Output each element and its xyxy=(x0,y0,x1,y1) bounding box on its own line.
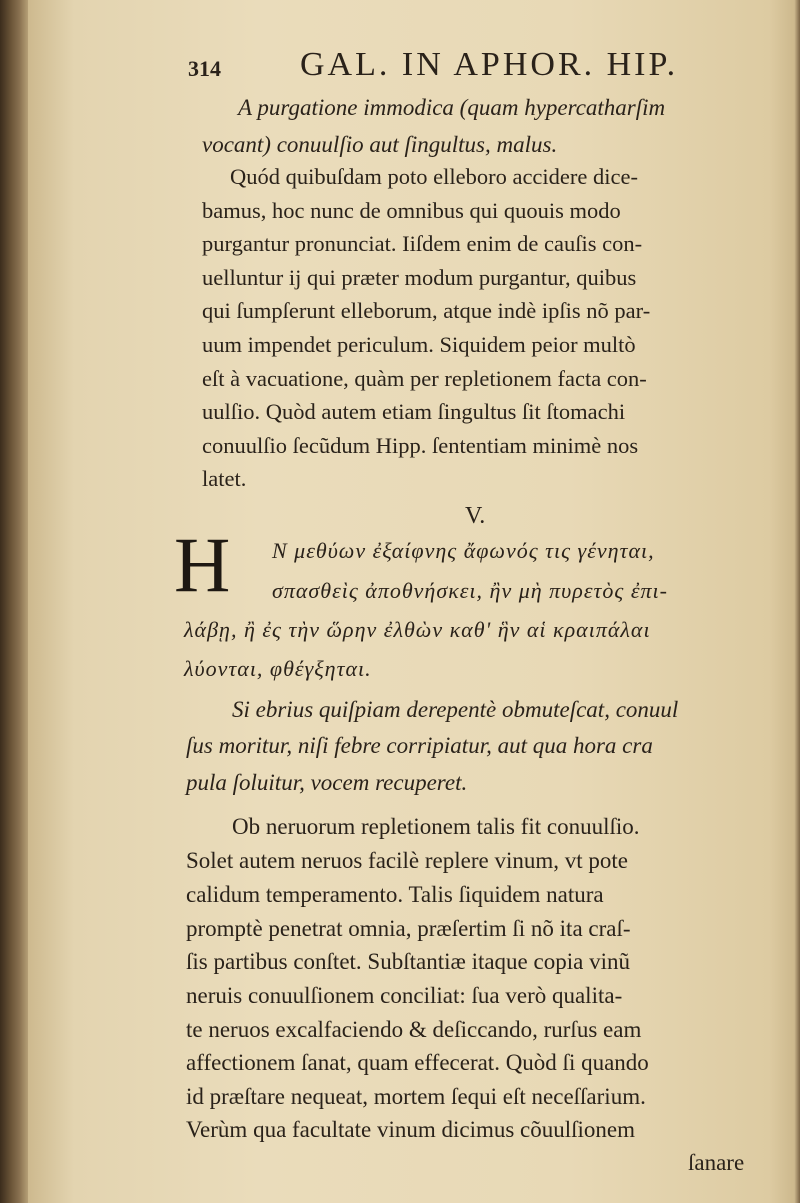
commentary-line: te neruos excalfaciendo & deſiccando, rurſus eam xyxy=(186,1017,642,1042)
commentary-line: calidum temperamento. Talis ſiquidem natura xyxy=(186,882,604,907)
latin-translation-line: pula ſoluitur, vocem recuperet. xyxy=(186,770,468,795)
commentary-line: neruis conuulſionem conciliat: ſua verò qualita- xyxy=(186,983,623,1008)
commentary-line: bamus, hoc nunc de omnibus qui quouis modo xyxy=(202,198,621,223)
latin-translation-line: ſus moritur, niſi febre corripiatur, aut qua hora cra xyxy=(186,733,653,758)
greek-line: σπασθεὶς ἀποθνήσκει, ἢν μὴ πυρετὸς ἐπι- xyxy=(272,578,668,603)
commentary-line: purgantur pronunciat. Iiſdem enim de cauſis con- xyxy=(202,231,643,256)
commentary-line: latet. xyxy=(202,466,247,491)
commentary-line: affectionem ſanat, quam effecerat. Quòd ſi quando xyxy=(186,1050,649,1075)
commentary-line: Quód quibuſdam poto elleboro accidere dice- xyxy=(230,164,638,189)
aphorism-title-line: A purgatione immodica (quam hypercatharſim xyxy=(238,95,666,120)
commentary-line: promptè penetrat omnia, præſertim ſi nõ ita craſ- xyxy=(186,916,631,941)
page-edge xyxy=(794,0,800,1203)
page-number: 314 xyxy=(188,56,221,81)
running-title: GAL. IN APHOR. HIP. xyxy=(300,46,679,83)
commentary-line: id præſtare nequeat, mortem ſequi eſt neceſſarium. xyxy=(186,1084,646,1109)
section-number: V. xyxy=(465,503,486,529)
greek-line: λύονται, φθέγξηται. xyxy=(184,656,372,681)
commentary-line: uum impendet periculum. Siquidem peior multò xyxy=(202,332,636,357)
commentary-line: conuulſio ſecũdum Hipp. ſententiam minimè nos xyxy=(202,433,639,458)
drop-cap: H xyxy=(174,521,231,608)
commentary-line: qui ſumpſerunt elleborum, atque indè ipſis nõ par- xyxy=(202,298,651,323)
book-spine xyxy=(0,0,28,1203)
greek-line: N μεθύων ἐξαίφνης ἄφωνός τις γένηται, xyxy=(272,538,655,563)
latin-translation-line: Si ebrius quiſpiam derepentè obmuteſcat, conuul xyxy=(232,697,679,722)
commentary-line: ſis partibus conſtet. Subſtantiæ itaque copia vinũ xyxy=(186,949,630,974)
catchword: ſanare xyxy=(688,1150,745,1175)
aphorism-title-line: vocant) conuulſio aut ſingultus, malus. xyxy=(202,132,558,157)
greek-line: λάβῃ, ἢ ἐς τὴν ὥρην ἐλθὼν καθ' ἣν αἱ κραιπάλαι xyxy=(184,617,651,642)
commentary-line: Ob neruorum repletionem talis fit conuulſio. xyxy=(232,814,640,839)
commentary-line: Solet autem neruos facilè replere vinum, vt pote xyxy=(186,848,628,873)
commentary-line: Verùm qua facultate vinum dicimus cõuulſionem xyxy=(186,1117,636,1142)
commentary-line: uulſio. Quòd autem etiam ſingultus ſit ſtomachi xyxy=(202,399,626,424)
commentary-line: eſt à vacuatione, quàm per repletionem facta con- xyxy=(202,366,647,391)
commentary-line: uelluntur ij qui præter modum purgantur, quibus xyxy=(202,265,637,290)
